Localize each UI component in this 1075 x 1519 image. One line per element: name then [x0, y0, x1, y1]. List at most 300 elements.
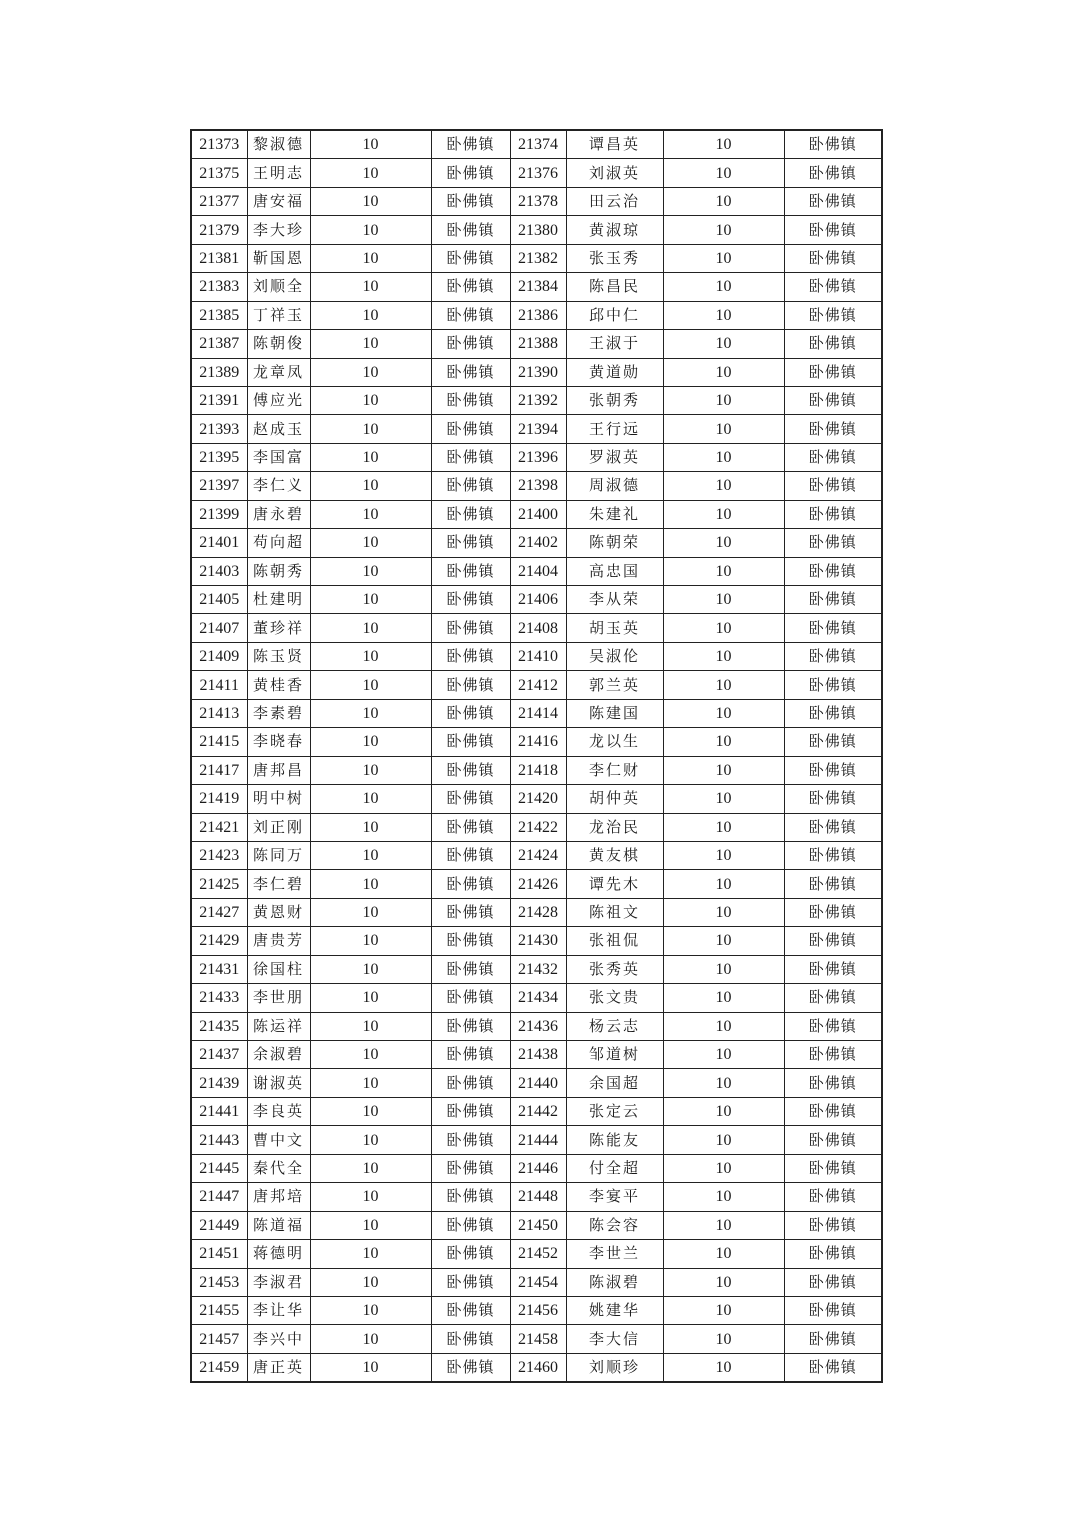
right-record-id-cell: 21438	[510, 1041, 566, 1069]
left-amount-cell: 10	[310, 756, 431, 784]
right-amount-cell: 10	[663, 216, 784, 244]
left-town-name-cell: 卧佛镇	[431, 1353, 510, 1382]
right-record-id-cell: 21450	[510, 1211, 566, 1239]
right-town-name-cell: 卧佛镇	[784, 927, 882, 955]
table-row	[191, 273, 882, 301]
left-record-id-cell: 21459	[191, 1353, 247, 1382]
right-record-id-cell: 21452	[510, 1240, 566, 1268]
right-record-id-cell: 21416	[510, 728, 566, 756]
table-row	[191, 216, 882, 244]
left-person-name-cell: 黄桂香	[247, 671, 310, 699]
left-town-name-cell: 卧佛镇	[431, 1296, 510, 1324]
right-town-name-cell: 卧佛镇	[784, 1097, 882, 1125]
right-town-name-cell: 卧佛镇	[784, 301, 882, 329]
left-record-id-cell: 21427	[191, 898, 247, 926]
right-town-name-cell: 卧佛镇	[784, 1126, 882, 1154]
left-town-name-cell: 卧佛镇	[431, 443, 510, 471]
left-record-id-cell: 21373	[191, 130, 247, 159]
left-person-name-cell: 杜建明	[247, 586, 310, 614]
right-town-name-cell: 卧佛镇	[784, 1353, 882, 1382]
left-record-id-cell: 21447	[191, 1183, 247, 1211]
left-town-name-cell: 卧佛镇	[431, 415, 510, 443]
right-amount-cell: 10	[663, 244, 784, 272]
left-person-name-cell: 李让华	[247, 1296, 310, 1324]
right-town-name-cell: 卧佛镇	[784, 244, 882, 272]
table-row	[191, 1183, 882, 1211]
left-record-id-cell: 21393	[191, 415, 247, 443]
left-person-name-cell: 陈玉贤	[247, 642, 310, 670]
right-person-name-cell: 邱中仁	[566, 301, 663, 329]
right-person-name-cell: 陈能友	[566, 1126, 663, 1154]
left-person-name-cell: 董珍祥	[247, 614, 310, 642]
right-amount-cell: 10	[663, 1183, 784, 1211]
left-person-name-cell: 唐邦培	[247, 1183, 310, 1211]
right-person-name-cell: 余国超	[566, 1069, 663, 1097]
right-record-id-cell: 21436	[510, 1012, 566, 1040]
right-amount-cell: 10	[663, 1041, 784, 1069]
left-amount-cell: 10	[310, 244, 431, 272]
right-town-name-cell: 卧佛镇	[784, 500, 882, 528]
right-record-id-cell: 21376	[510, 159, 566, 187]
left-amount-cell: 10	[310, 472, 431, 500]
right-town-name-cell: 卧佛镇	[784, 841, 882, 869]
right-amount-cell: 10	[663, 841, 784, 869]
right-record-id-cell: 21398	[510, 472, 566, 500]
table-row	[191, 330, 882, 358]
left-record-id-cell: 21379	[191, 216, 247, 244]
left-town-name-cell: 卧佛镇	[431, 955, 510, 983]
left-amount-cell: 10	[310, 1240, 431, 1268]
right-town-name-cell: 卧佛镇	[784, 529, 882, 557]
left-town-name-cell: 卧佛镇	[431, 1240, 510, 1268]
right-town-name-cell: 卧佛镇	[784, 415, 882, 443]
table-row	[191, 642, 882, 670]
left-person-name-cell: 唐贵芳	[247, 927, 310, 955]
right-person-name-cell: 陈昌民	[566, 273, 663, 301]
table-row	[191, 1211, 882, 1239]
right-record-id-cell: 21424	[510, 841, 566, 869]
table-row	[191, 1012, 882, 1040]
right-town-name-cell: 卧佛镇	[784, 955, 882, 983]
right-person-name-cell: 张祖侃	[566, 927, 663, 955]
right-amount-cell: 10	[663, 614, 784, 642]
table-row	[191, 1154, 882, 1182]
right-person-name-cell: 杨云志	[566, 1012, 663, 1040]
left-amount-cell: 10	[310, 301, 431, 329]
left-record-id-cell: 21399	[191, 500, 247, 528]
left-person-name-cell: 陈朝俊	[247, 330, 310, 358]
table-row	[191, 130, 882, 159]
right-amount-cell: 10	[663, 1325, 784, 1353]
right-record-id-cell: 21442	[510, 1097, 566, 1125]
right-record-id-cell: 21396	[510, 443, 566, 471]
table-row	[191, 415, 882, 443]
right-person-name-cell: 陈建国	[566, 699, 663, 727]
left-record-id-cell: 21455	[191, 1296, 247, 1324]
right-amount-cell: 10	[663, 415, 784, 443]
right-person-name-cell: 黄友棋	[566, 841, 663, 869]
left-town-name-cell: 卧佛镇	[431, 273, 510, 301]
table-row	[191, 699, 882, 727]
right-amount-cell: 10	[663, 955, 784, 983]
right-record-id-cell: 21404	[510, 557, 566, 585]
left-amount-cell: 10	[310, 557, 431, 585]
right-amount-cell: 10	[663, 1211, 784, 1239]
left-person-name-cell: 唐正英	[247, 1353, 310, 1382]
right-record-id-cell: 21440	[510, 1069, 566, 1097]
left-amount-cell: 10	[310, 1126, 431, 1154]
right-town-name-cell: 卧佛镇	[784, 586, 882, 614]
left-person-name-cell: 李国富	[247, 443, 310, 471]
left-person-name-cell: 陈运祥	[247, 1012, 310, 1040]
right-town-name-cell: 卧佛镇	[784, 1069, 882, 1097]
right-record-id-cell: 21414	[510, 699, 566, 727]
right-amount-cell: 10	[663, 187, 784, 215]
right-record-id-cell: 21420	[510, 785, 566, 813]
left-town-name-cell: 卧佛镇	[431, 671, 510, 699]
left-amount-cell: 10	[310, 813, 431, 841]
left-amount-cell: 10	[310, 671, 431, 699]
right-amount-cell: 10	[663, 642, 784, 670]
left-person-name-cell: 李仁义	[247, 472, 310, 500]
right-town-name-cell: 卧佛镇	[784, 216, 882, 244]
right-town-name-cell: 卧佛镇	[784, 273, 882, 301]
left-record-id-cell: 21385	[191, 301, 247, 329]
right-person-name-cell: 张文贵	[566, 984, 663, 1012]
left-record-id-cell: 21407	[191, 614, 247, 642]
left-amount-cell: 10	[310, 1296, 431, 1324]
left-amount-cell: 10	[310, 1069, 431, 1097]
left-town-name-cell: 卧佛镇	[431, 699, 510, 727]
right-town-name-cell: 卧佛镇	[784, 159, 882, 187]
left-amount-cell: 10	[310, 1353, 431, 1382]
right-person-name-cell: 高忠国	[566, 557, 663, 585]
right-person-name-cell: 付全超	[566, 1154, 663, 1182]
table-row	[191, 728, 882, 756]
right-record-id-cell: 21426	[510, 870, 566, 898]
left-amount-cell: 10	[310, 1325, 431, 1353]
left-record-id-cell: 21423	[191, 841, 247, 869]
right-amount-cell: 10	[663, 557, 784, 585]
left-record-id-cell: 21405	[191, 586, 247, 614]
left-record-id-cell: 21435	[191, 1012, 247, 1040]
right-person-name-cell: 黄淑琼	[566, 216, 663, 244]
right-record-id-cell: 21418	[510, 756, 566, 784]
right-person-name-cell: 谭昌英	[566, 130, 663, 159]
left-amount-cell: 10	[310, 1154, 431, 1182]
left-town-name-cell: 卧佛镇	[431, 813, 510, 841]
roster-body	[191, 130, 882, 1382]
table-row	[191, 671, 882, 699]
right-town-name-cell: 卧佛镇	[784, 1154, 882, 1182]
right-amount-cell: 10	[663, 1126, 784, 1154]
right-person-name-cell: 陈会容	[566, 1211, 663, 1239]
left-amount-cell: 10	[310, 1097, 431, 1125]
table-row	[191, 500, 882, 528]
right-record-id-cell: 21378	[510, 187, 566, 215]
right-person-name-cell: 李宴平	[566, 1183, 663, 1211]
left-town-name-cell: 卧佛镇	[431, 1325, 510, 1353]
right-amount-cell: 10	[663, 529, 784, 557]
table-row	[191, 1097, 882, 1125]
left-person-name-cell: 靳国恩	[247, 244, 310, 272]
left-amount-cell: 10	[310, 1183, 431, 1211]
table-row	[191, 472, 882, 500]
left-record-id-cell: 21409	[191, 642, 247, 670]
left-amount-cell: 10	[310, 699, 431, 727]
right-record-id-cell: 21410	[510, 642, 566, 670]
right-amount-cell: 10	[663, 130, 784, 159]
left-amount-cell: 10	[310, 187, 431, 215]
left-town-name-cell: 卧佛镇	[431, 386, 510, 414]
right-town-name-cell: 卧佛镇	[784, 1296, 882, 1324]
right-person-name-cell: 王行远	[566, 415, 663, 443]
left-person-name-cell: 黎淑德	[247, 130, 310, 159]
left-town-name-cell: 卧佛镇	[431, 130, 510, 159]
right-record-id-cell: 21428	[510, 898, 566, 926]
right-record-id-cell: 21430	[510, 927, 566, 955]
left-amount-cell: 10	[310, 841, 431, 869]
right-person-name-cell: 田云治	[566, 187, 663, 215]
right-person-name-cell: 张定云	[566, 1097, 663, 1125]
right-amount-cell: 10	[663, 159, 784, 187]
right-amount-cell: 10	[663, 927, 784, 955]
table-row	[191, 841, 882, 869]
left-record-id-cell: 21391	[191, 386, 247, 414]
table-row	[191, 244, 882, 272]
right-person-name-cell: 刘顺珍	[566, 1353, 663, 1382]
left-town-name-cell: 卧佛镇	[431, 756, 510, 784]
table-row	[191, 927, 882, 955]
right-amount-cell: 10	[663, 870, 784, 898]
right-person-name-cell: 李大信	[566, 1325, 663, 1353]
right-record-id-cell: 21406	[510, 586, 566, 614]
left-person-name-cell: 陈朝秀	[247, 557, 310, 585]
right-amount-cell: 10	[663, 273, 784, 301]
left-person-name-cell: 谢淑英	[247, 1069, 310, 1097]
table-row	[191, 1353, 882, 1382]
left-amount-cell: 10	[310, 955, 431, 983]
right-amount-cell: 10	[663, 1097, 784, 1125]
left-town-name-cell: 卧佛镇	[431, 1126, 510, 1154]
right-town-name-cell: 卧佛镇	[784, 443, 882, 471]
left-amount-cell: 10	[310, 1012, 431, 1040]
left-town-name-cell: 卧佛镇	[431, 614, 510, 642]
left-person-name-cell: 李兴中	[247, 1325, 310, 1353]
left-record-id-cell: 21443	[191, 1126, 247, 1154]
left-town-name-cell: 卧佛镇	[431, 642, 510, 670]
table-row	[191, 1126, 882, 1154]
right-amount-cell: 10	[663, 1012, 784, 1040]
left-record-id-cell: 21397	[191, 472, 247, 500]
left-town-name-cell: 卧佛镇	[431, 472, 510, 500]
table-row	[191, 984, 882, 1012]
left-record-id-cell: 21383	[191, 273, 247, 301]
right-person-name-cell: 谭先木	[566, 870, 663, 898]
left-town-name-cell: 卧佛镇	[431, 557, 510, 585]
right-amount-cell: 10	[663, 984, 784, 1012]
right-person-name-cell: 郭兰英	[566, 671, 663, 699]
left-amount-cell: 10	[310, 386, 431, 414]
left-record-id-cell: 21389	[191, 358, 247, 386]
left-record-id-cell: 21451	[191, 1240, 247, 1268]
left-record-id-cell: 21387	[191, 330, 247, 358]
left-person-name-cell: 刘正刚	[247, 813, 310, 841]
left-record-id-cell: 21417	[191, 756, 247, 784]
right-person-name-cell: 邹道树	[566, 1041, 663, 1069]
right-town-name-cell: 卧佛镇	[784, 187, 882, 215]
left-person-name-cell: 唐永碧	[247, 500, 310, 528]
left-town-name-cell: 卧佛镇	[431, 1211, 510, 1239]
table-row	[191, 870, 882, 898]
left-town-name-cell: 卧佛镇	[431, 586, 510, 614]
left-record-id-cell: 21411	[191, 671, 247, 699]
left-person-name-cell: 刘顺全	[247, 273, 310, 301]
left-person-name-cell: 龙章凤	[247, 358, 310, 386]
left-person-name-cell: 苟向超	[247, 529, 310, 557]
right-town-name-cell: 卧佛镇	[784, 130, 882, 159]
right-amount-cell: 10	[663, 671, 784, 699]
right-record-id-cell: 21374	[510, 130, 566, 159]
right-person-name-cell: 张秀英	[566, 955, 663, 983]
left-town-name-cell: 卧佛镇	[431, 1069, 510, 1097]
left-amount-cell: 10	[310, 415, 431, 443]
left-person-name-cell: 唐邦昌	[247, 756, 310, 784]
right-amount-cell: 10	[663, 898, 784, 926]
table-row	[191, 386, 882, 414]
left-person-name-cell: 唐安福	[247, 187, 310, 215]
left-amount-cell: 10	[310, 130, 431, 159]
right-amount-cell: 10	[663, 586, 784, 614]
left-person-name-cell: 李世朋	[247, 984, 310, 1012]
table-row	[191, 586, 882, 614]
left-record-id-cell: 21457	[191, 1325, 247, 1353]
right-amount-cell: 10	[663, 728, 784, 756]
right-town-name-cell: 卧佛镇	[784, 472, 882, 500]
right-record-id-cell: 21384	[510, 273, 566, 301]
right-town-name-cell: 卧佛镇	[784, 1240, 882, 1268]
left-town-name-cell: 卧佛镇	[431, 1041, 510, 1069]
left-record-id-cell: 21421	[191, 813, 247, 841]
left-record-id-cell: 21445	[191, 1154, 247, 1182]
right-town-name-cell: 卧佛镇	[784, 898, 882, 926]
left-person-name-cell: 余淑碧	[247, 1041, 310, 1069]
right-amount-cell: 10	[663, 785, 784, 813]
right-record-id-cell: 21434	[510, 984, 566, 1012]
right-amount-cell: 10	[663, 386, 784, 414]
left-person-name-cell: 明中树	[247, 785, 310, 813]
right-person-name-cell: 陈祖文	[566, 898, 663, 926]
left-town-name-cell: 卧佛镇	[431, 500, 510, 528]
table-row	[191, 756, 882, 784]
right-record-id-cell: 21432	[510, 955, 566, 983]
right-person-name-cell: 罗淑英	[566, 443, 663, 471]
left-person-name-cell: 秦代全	[247, 1154, 310, 1182]
left-record-id-cell: 21419	[191, 785, 247, 813]
left-person-name-cell: 李晓春	[247, 728, 310, 756]
left-record-id-cell: 21433	[191, 984, 247, 1012]
right-town-name-cell: 卧佛镇	[784, 1268, 882, 1296]
table-row	[191, 1268, 882, 1296]
table-row	[191, 529, 882, 557]
left-town-name-cell: 卧佛镇	[431, 358, 510, 386]
right-town-name-cell: 卧佛镇	[784, 330, 882, 358]
right-record-id-cell: 21460	[510, 1353, 566, 1382]
right-record-id-cell: 21388	[510, 330, 566, 358]
right-person-name-cell: 李世兰	[566, 1240, 663, 1268]
right-record-id-cell: 21394	[510, 415, 566, 443]
right-person-name-cell: 胡仲英	[566, 785, 663, 813]
table-row	[191, 955, 882, 983]
right-person-name-cell: 陈淑碧	[566, 1268, 663, 1296]
roster-table	[190, 129, 883, 1383]
left-amount-cell: 10	[310, 586, 431, 614]
right-amount-cell: 10	[663, 1268, 784, 1296]
left-town-name-cell: 卧佛镇	[431, 898, 510, 926]
right-person-name-cell: 李仁财	[566, 756, 663, 784]
right-town-name-cell: 卧佛镇	[784, 785, 882, 813]
left-record-id-cell: 21425	[191, 870, 247, 898]
left-town-name-cell: 卧佛镇	[431, 1012, 510, 1040]
left-amount-cell: 10	[310, 642, 431, 670]
right-town-name-cell: 卧佛镇	[784, 756, 882, 784]
right-town-name-cell: 卧佛镇	[784, 1211, 882, 1239]
left-record-id-cell: 21413	[191, 699, 247, 727]
left-town-name-cell: 卧佛镇	[431, 841, 510, 869]
left-town-name-cell: 卧佛镇	[431, 216, 510, 244]
right-record-id-cell: 21400	[510, 500, 566, 528]
right-town-name-cell: 卧佛镇	[784, 642, 882, 670]
left-town-name-cell: 卧佛镇	[431, 728, 510, 756]
left-amount-cell: 10	[310, 1211, 431, 1239]
right-amount-cell: 10	[663, 1240, 784, 1268]
right-amount-cell: 10	[663, 699, 784, 727]
left-person-name-cell: 赵成玉	[247, 415, 310, 443]
left-town-name-cell: 卧佛镇	[431, 1268, 510, 1296]
right-record-id-cell: 21458	[510, 1325, 566, 1353]
left-amount-cell: 10	[310, 927, 431, 955]
right-record-id-cell: 21386	[510, 301, 566, 329]
right-town-name-cell: 卧佛镇	[784, 386, 882, 414]
left-amount-cell: 10	[310, 443, 431, 471]
left-person-name-cell: 李良英	[247, 1097, 310, 1125]
right-town-name-cell: 卧佛镇	[784, 557, 882, 585]
left-amount-cell: 10	[310, 1041, 431, 1069]
right-amount-cell: 10	[663, 1069, 784, 1097]
left-record-id-cell: 21429	[191, 927, 247, 955]
left-amount-cell: 10	[310, 870, 431, 898]
left-amount-cell: 10	[310, 728, 431, 756]
left-record-id-cell: 21375	[191, 159, 247, 187]
table-row	[191, 1325, 882, 1353]
right-person-name-cell: 王淑于	[566, 330, 663, 358]
left-person-name-cell: 陈同万	[247, 841, 310, 869]
right-town-name-cell: 卧佛镇	[784, 1325, 882, 1353]
table-row	[191, 614, 882, 642]
right-record-id-cell: 21380	[510, 216, 566, 244]
left-record-id-cell: 21437	[191, 1041, 247, 1069]
right-amount-cell: 10	[663, 443, 784, 471]
left-record-id-cell: 21449	[191, 1211, 247, 1239]
left-person-name-cell: 傅应光	[247, 386, 310, 414]
right-record-id-cell: 21444	[510, 1126, 566, 1154]
right-person-name-cell: 龙治民	[566, 813, 663, 841]
right-town-name-cell: 卧佛镇	[784, 728, 882, 756]
left-town-name-cell: 卧佛镇	[431, 244, 510, 272]
right-amount-cell: 10	[663, 472, 784, 500]
table-row	[191, 1069, 882, 1097]
right-amount-cell: 10	[663, 756, 784, 784]
